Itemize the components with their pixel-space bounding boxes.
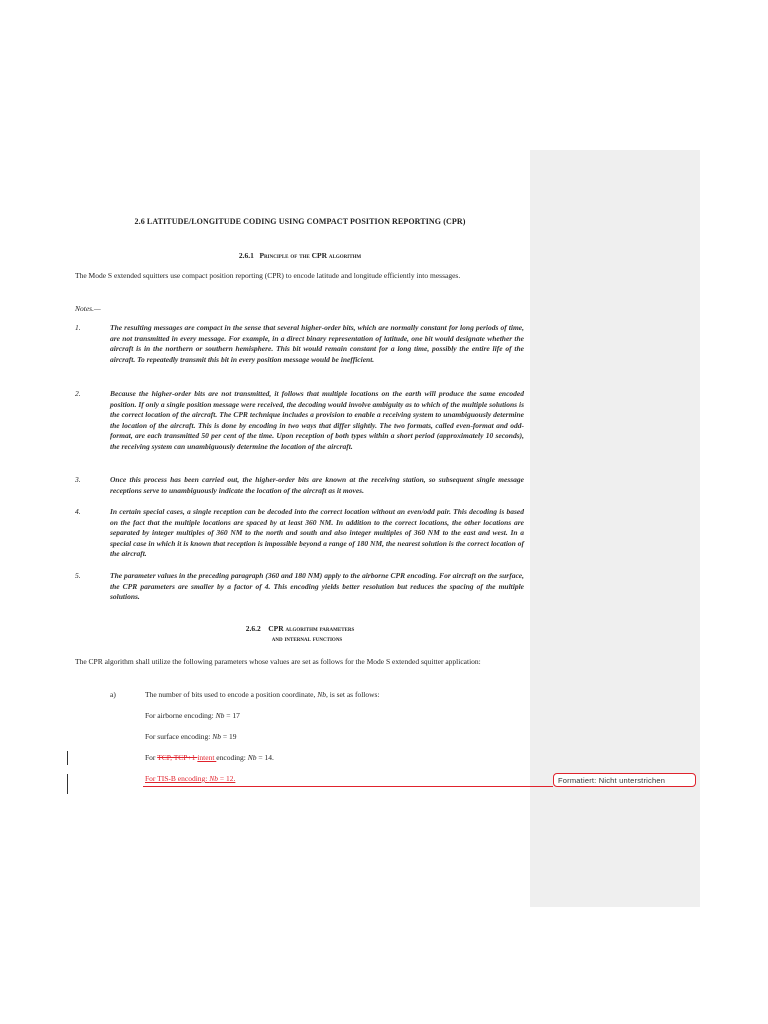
change-bar: [67, 774, 68, 794]
note-number: 4.: [75, 507, 81, 516]
note-number: 5.: [75, 571, 81, 580]
note-number: 3.: [75, 475, 81, 484]
surface-encoding-line: For surface encoding: Nb = 19: [145, 732, 237, 741]
list-item-label: a): [110, 690, 116, 699]
tracked-insertion: intent: [197, 753, 217, 762]
note-text: The resulting messages are compact in the sense that several higher-order bits, which are normally constant for long periods of time, are not transmitted in every message. For example, in a direct binary representation of latitude, one bit would designate whether the aircraft is in the northern or southern hemisphere. This bit would remain constant for a long time, possibly the entire life of the aircraft. To repeatedly transmit this bit in every position message would be inefficient.: [110, 323, 524, 364]
intent-encoding-line: For TCP, TCP+1 intent encoding: Nb = 14.: [145, 753, 274, 762]
airborne-encoding-line: For airborne encoding: Nb = 17: [145, 711, 240, 720]
change-bar: [67, 751, 68, 765]
subsection-number: 2.6.1: [238, 251, 254, 260]
note-number: 2.: [75, 389, 81, 398]
list-item-text: The number of bits used to encode a position coordinate, Nb, is set as follows:: [145, 690, 380, 699]
note-number: 1.: [75, 323, 81, 332]
subsection-number: 2.6.2: [245, 624, 261, 633]
subsection-title-line2: and internal functions: [271, 634, 343, 643]
notes-label: Notes.—: [75, 304, 101, 313]
nb-symbol: Nb: [317, 690, 327, 699]
tisb-encoding-line: For TIS-B encoding: Nb = 12.: [145, 774, 236, 783]
section-title: 2.6 LATITUDE/LONGITUDE CODING USING COMPACT POSITION REPORTING (CPR): [134, 217, 466, 226]
subsection-title: Principle of the CPR algorithm: [259, 251, 362, 260]
subsection-heading-2: [0, 624, 600, 644]
note-text: Because the higher-order bits are not transmitted, it follows that multiple locations on the earth will produce the same encoded position. If only a single position message were received, the decoding would involve ambiguity as to which of the multiple solutions is the correct location of the aircraft. The CPR technique includes a provision to enable a receiving system to unambiguously determine the location of the aircraft. This is done by encoding in two ways that differ slightly. The two formats, called even-format and odd-format, are each transmitted 50 per cent of the time. Upon reception of both types within a short period (approximately 10 seconds), the receiving system can unambiguously determine the location of the aircraft.: [110, 389, 524, 451]
comment-margin-panel: [530, 150, 700, 907]
parameter-intro: The CPR algorithm shall utilize the following parameters whose values are set as follows for the Mode S extended squitter application:: [75, 657, 481, 666]
tracked-deletion: TCP, TCP+1: [157, 753, 198, 762]
note-text: In certain special cases, a single reception can be decoded into the correct location without an even/odd pair. This decoding is based on the fact that the multiple locations are spaced by at least 360 NM. In addition to the correct locations, the other locations are separated by integer multiples of 360 NM to the north and south and also integer multiples of 360 NM to the east and west. In a special case in which it is known that reception is impossible beyond a range of 180 NM, the nearest solution is the correct location of the aircraft.: [110, 507, 524, 559]
note-text: Once this process has been carried out, the higher-order bits are known at the receiving station, so subsequent single message receptions serve to unambiguously indicate the location of the aircraft as it moves.: [110, 475, 524, 495]
format-comment-balloon[interactable]: Formatiert: Nicht unterstrichen: [553, 773, 696, 787]
subsection-title-line1: CPR algorithm parameters: [268, 624, 355, 633]
intro-paragraph: The Mode S extended squitters use compact position reporting (CPR) to encode latitude and longitude efficiently into messages.: [75, 271, 461, 280]
note-text: The parameter values in the preceding paragraph (360 and 180 NM) apply to the airborne CPR encoding. For aircraft on the surface, the CPR parameters are smaller by a factor of 4. This encoding yields better resolution but reduces the spacing of the multiple solutions.: [110, 571, 524, 602]
comment-connector-line: [143, 786, 553, 787]
subsection-heading-1: [0, 251, 600, 261]
